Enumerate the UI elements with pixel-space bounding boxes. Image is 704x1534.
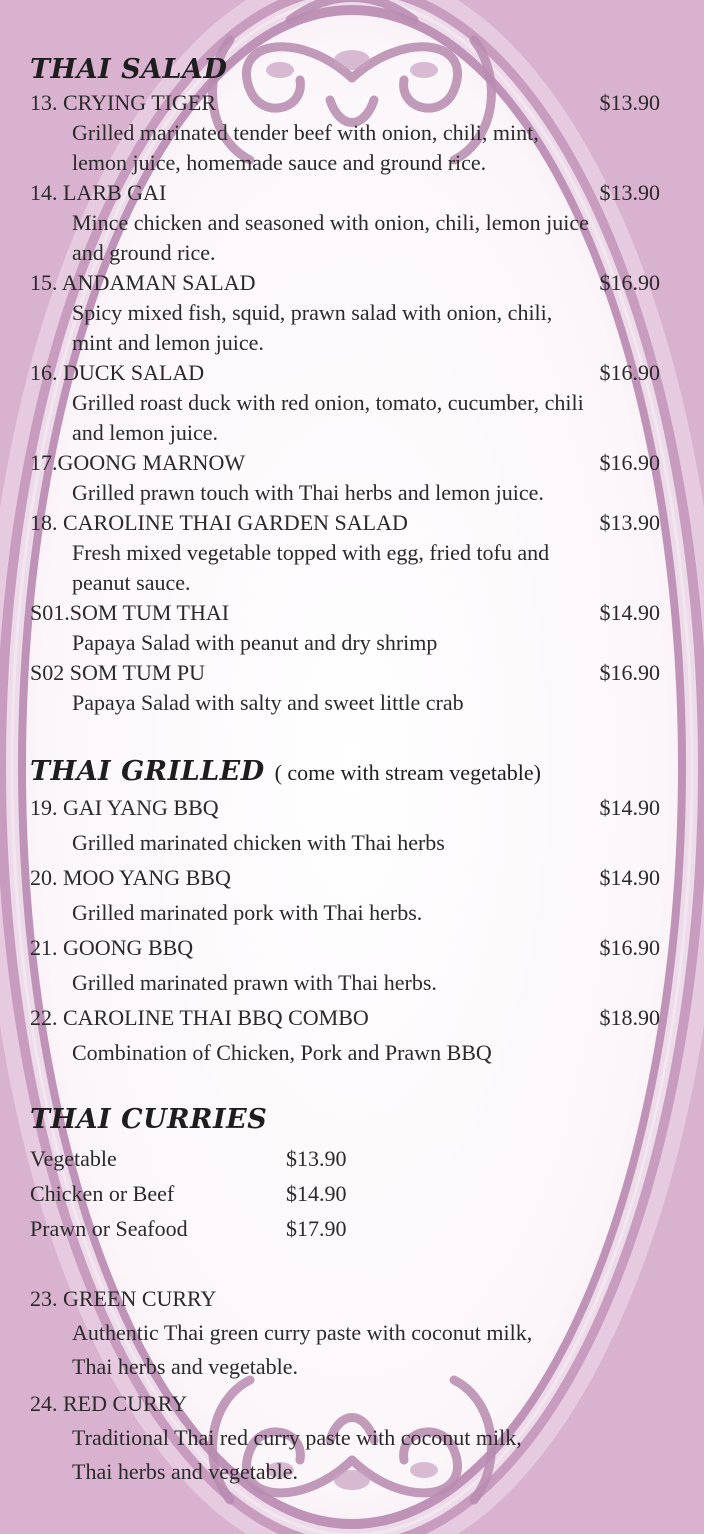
menu-item-header [30, 358, 664, 388]
menu-item-header [30, 178, 664, 208]
curry-price-row [30, 1214, 347, 1244]
menu-item-price: $18.90 [599, 1005, 660, 1030]
section-heading-thai-grilled [30, 756, 541, 787]
menu-item-description: Papaya Salad with peanut and dry shrimp [72, 630, 438, 655]
menu-item [30, 793, 664, 858]
menu-item-description: Traditional Thai red curry paste with coconut milk, [72, 1425, 522, 1450]
section-heading-thai-salad: THAI SALAD [30, 54, 228, 85]
menu-item-description: Thai herbs and vegetable. [72, 1459, 299, 1484]
menu-item-header [30, 268, 664, 298]
menu-item-description: Fresh mixed vegetable topped with egg, fried tofu and [72, 540, 550, 565]
section-heading-thai-curries: THAI CURRIES [30, 1104, 268, 1135]
menu-item-price: $16.90 [599, 360, 660, 385]
curry-price-label: Chicken or Beef [30, 1181, 175, 1206]
menu-item-title: 15. ANDAMAN SALAD [30, 270, 256, 295]
menu-item-header [30, 508, 664, 538]
menu-item-price: $14.90 [599, 600, 660, 625]
menu-item [30, 1284, 664, 1382]
menu-item-description: Spicy mixed fish, squid, prawn salad with onion, chili, [72, 300, 553, 325]
menu-item-title: S01.SOM TUM THAI [30, 600, 230, 625]
curry-price-label: Vegetable [30, 1146, 117, 1171]
menu-item-description: peanut sauce. [72, 570, 191, 595]
menu-item-price: $13.90 [599, 510, 660, 535]
menu-item-title: 24. RED CURRY [30, 1391, 188, 1416]
menu-item-description: mint and lemon juice. [72, 330, 264, 355]
menu-item-price: $16.90 [599, 270, 660, 295]
menu-item [30, 658, 664, 718]
menu-item-header [30, 88, 664, 118]
menu-item-title: 17.GOONG MARNOW [30, 450, 246, 475]
menu-item-header [30, 1284, 664, 1314]
menu-item-title: 13. CRYING TIGER [30, 90, 216, 115]
menu-item-description: and lemon juice. [72, 420, 219, 445]
thai-grilled-title: THAI GRILLED [30, 756, 265, 787]
menu-item [30, 933, 664, 998]
curry-price-value: $13.90 [286, 1146, 347, 1171]
menu-item-description: Grilled roast duck with red onion, tomato, cucumber, chili [72, 390, 584, 415]
menu-item-title: 16. DUCK SALAD [30, 360, 205, 385]
menu-item [30, 863, 664, 928]
menu-item-price: $14.90 [599, 795, 660, 820]
menu-item-title: 22. CAROLINE THAI BBQ COMBO [30, 1005, 369, 1030]
menu-item-description: Mince chicken and seasoned with onion, chili, lemon juice [72, 210, 589, 235]
menu-item-price: $13.90 [599, 90, 660, 115]
menu-item-description: Grilled marinated tender beef with onion, chili, mint, [72, 120, 539, 145]
menu-item [30, 448, 664, 508]
menu-item [30, 598, 664, 658]
menu-item-title: 18. CAROLINE THAI GARDEN SALAD [30, 510, 408, 535]
menu-item-header [30, 933, 664, 963]
menu-item-header [30, 793, 664, 823]
menu-item-description: Combination of Chicken, Pork and Prawn BBQ [72, 1040, 492, 1065]
menu-item [30, 178, 664, 268]
menu-item-description: and ground rice. [72, 240, 216, 265]
menu-item [30, 1003, 664, 1068]
menu-item-title: 20. MOO YANG BBQ [30, 865, 231, 890]
menu-item [30, 1389, 664, 1487]
menu-item-description: lemon juice, homemade sauce and ground rice. [72, 150, 487, 175]
menu-item-description: Grilled marinated chicken with Thai herbs [72, 830, 445, 855]
menu-item-header [30, 1003, 664, 1033]
curry-price-row [30, 1179, 347, 1209]
menu-item-description: Grilled marinated pork with Thai herbs. [72, 900, 423, 925]
menu-item [30, 358, 664, 448]
menu-item-header [30, 863, 664, 893]
menu-item-title: 23. GREEN CURRY [30, 1286, 217, 1311]
thai-grilled-note: ( come with stream vegetable) [274, 760, 541, 785]
curry-price-value: $14.90 [286, 1181, 347, 1206]
menu-item-title: 21. GOONG BBQ [30, 935, 194, 960]
menu-item-title: 19. GAI YANG BBQ [30, 795, 219, 820]
curry-price-label: Prawn or Seafood [30, 1216, 188, 1241]
menu-item-price: $16.90 [599, 660, 660, 685]
menu-item [30, 268, 664, 358]
menu-item-header [30, 448, 664, 478]
menu-item-description: Grilled marinated prawn with Thai herbs. [72, 970, 437, 995]
menu-item-description: Thai herbs and vegetable. [72, 1354, 299, 1379]
menu-item-price: $13.90 [599, 180, 660, 205]
menu-item-price: $14.90 [599, 865, 660, 890]
menu-item-header [30, 658, 664, 688]
menu-item-description: Grilled prawn touch with Thai herbs and lemon juice. [72, 480, 544, 505]
menu-item [30, 508, 664, 598]
menu-item-header [30, 1389, 664, 1419]
curry-price-value: $17.90 [286, 1216, 347, 1241]
menu-item [30, 88, 664, 178]
menu-item-description: Papaya Salad with salty and sweet little crab [72, 690, 464, 715]
menu-item-description: Authentic Thai green curry paste with coconut milk, [72, 1320, 533, 1345]
menu-item-header [30, 598, 664, 628]
curry-price-row [30, 1144, 347, 1174]
menu-item-price: $16.90 [599, 450, 660, 475]
menu-item-title: S02 SOM TUM PU [30, 660, 206, 685]
menu-item-title: 14. LARB GAI [30, 180, 167, 205]
menu-item-price: $16.90 [599, 935, 660, 960]
